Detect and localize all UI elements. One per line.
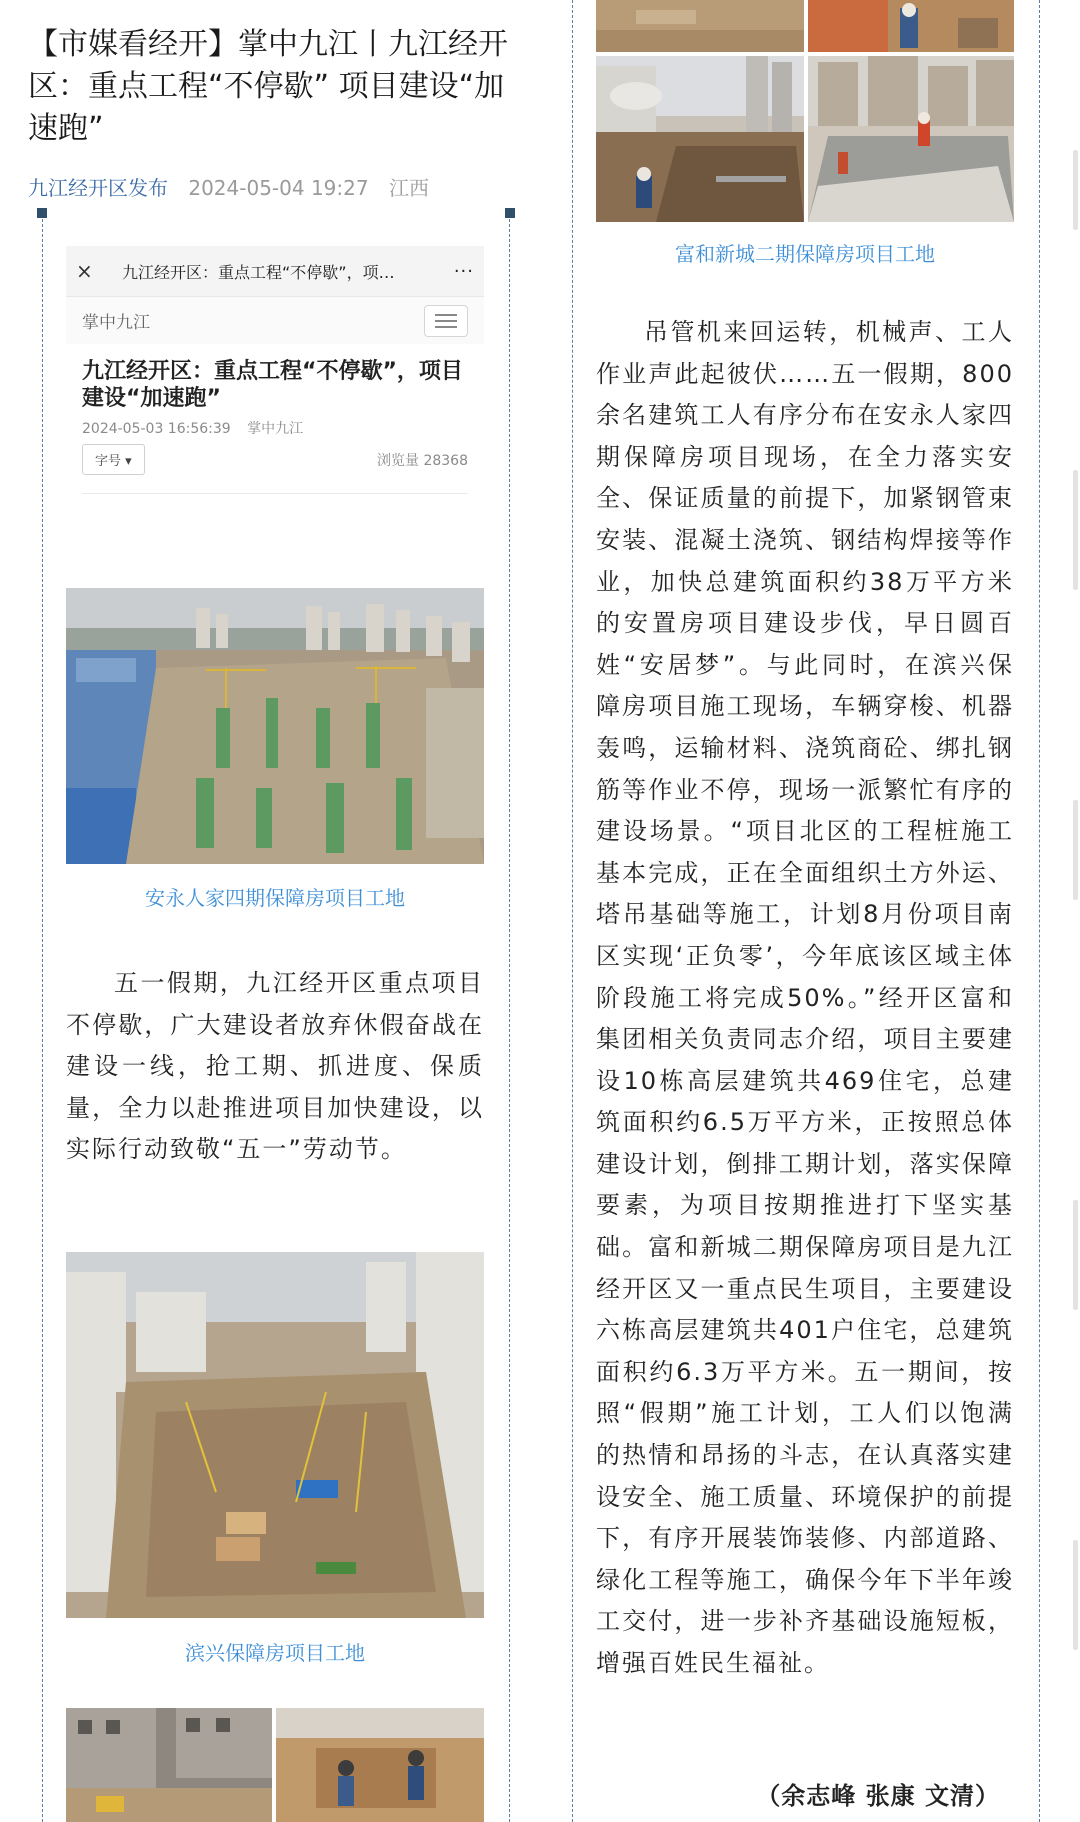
construction-site-photo bbox=[66, 588, 484, 864]
construction-site-photo bbox=[808, 56, 1014, 222]
embed-headline: 九江经开区：重点工程“不停歇”，项目建设“加速跑” bbox=[82, 359, 463, 411]
construction-site-photo bbox=[596, 56, 804, 222]
embed-article-header bbox=[66, 344, 484, 494]
embed-bar-title: 九江经开区：重点工程“不停歇”，项… bbox=[122, 262, 395, 282]
article-paragraph: 吊管机来回运转，机械声、工人作业声此起彼伏……五一假期，800余名建筑工人有序分布在安永人家四期保障房项目现场，在全力落实安全、保证质量的前提下，加紧钢管束安装、混凝土浇筑、钢结构焊接等作业，加快总建筑面积约38万平方米的安置房项目建设步伐，早日圆百姓“安居梦”。与此同时，在滨兴保障房项目施工现场，车辆穿梭、机器轰鸣，运输材料、浇筑商砼、绑扎钢筋等作业不停，现场一派繁忙有序的建设场景。“项目北区的工程桩施工基本完成，正在全面组织土方外运、塔吊基础等施工，计划8月份项目南区实现‘正负零’，今年底该区域主体阶段施工将完成50%。”经开区富和集团相关负责同志介绍，项目主要建设10栋高层建筑共469住宅，总建筑面积约6.5万平方米，正按照总体建设计划，倒排工期计划，落实保障要素，为项目按期推进打下坚实基础。富和新城二期保障房项目是九江经开区又一重点民生项目，主要建设六栋高层建筑共401户住宅，总建筑面积约6.3万平方米。五一期间，按照“假期”施工计划，工人们以饱满的热情和昂扬的斗志，在认真落实建设安全、施工质量、环境保护的前提下，有序开展装饰装修、内部道路、绿化工程等施工，确保今年下半年竣工交付，进一步补齐基础设施短板，增强百姓民生福祉。 bbox=[596, 318, 1014, 1677]
font-size-button[interactable]: 字号 ▾ bbox=[82, 444, 145, 475]
construction-site-photo bbox=[66, 1708, 272, 1822]
embed-date: 2024-05-03 16:56:39 bbox=[82, 421, 231, 437]
embed-site-header bbox=[66, 296, 484, 344]
construction-site-photo bbox=[66, 1252, 484, 1618]
embed-source: 掌中九江 bbox=[247, 421, 304, 437]
embedded-screenshot bbox=[66, 246, 484, 494]
frame-corner-marker bbox=[505, 208, 515, 218]
frame-corner-marker bbox=[37, 208, 47, 218]
construction-site-photo bbox=[596, 0, 804, 52]
embed-browser-bar bbox=[66, 246, 484, 296]
scroll-indicator bbox=[1073, 150, 1078, 230]
close-icon[interactable]: × bbox=[76, 259, 93, 283]
scroll-indicator bbox=[1073, 1200, 1078, 1310]
publish-date: 2024-05-04 19:27 bbox=[188, 176, 369, 200]
construction-site-photo bbox=[808, 0, 1014, 52]
more-icon[interactable]: ··· bbox=[453, 260, 474, 282]
scroll-indicator bbox=[1073, 1540, 1078, 1650]
publish-location: 江西 bbox=[388, 176, 429, 200]
article-paragraph: 五一假期，九江经开区重点项目不停歇，广大建设者放弃休假奋战在建设一线，抢工期、抓进度、保质量，全力以赴推进项目加快建设，以实际行动致敬“五一”劳动节。 bbox=[66, 969, 484, 1164]
hamburger-menu-icon[interactable] bbox=[424, 305, 468, 337]
view-count: 浏览量 28368 bbox=[377, 452, 468, 469]
author-link[interactable]: 九江经开区发布 bbox=[28, 176, 168, 200]
author-credit: （余志峰 张康 文清） bbox=[756, 1782, 1000, 1810]
photo-caption: 滨兴保障房项目工地 bbox=[185, 1641, 365, 1665]
scroll-indicator bbox=[1073, 800, 1078, 900]
scroll-indicator bbox=[1073, 470, 1078, 590]
embed-site-name: 掌中九江 bbox=[82, 313, 150, 333]
photo-caption: 安永人家四期保障房项目工地 bbox=[145, 886, 405, 910]
embed-article-info bbox=[82, 418, 468, 438]
article-meta bbox=[28, 172, 429, 201]
article-title: 【市媒看经开】掌中九江丨九江经开区：重点工程“不停歇” 项目建设“加速跑” bbox=[28, 27, 508, 146]
construction-site-photo bbox=[276, 1708, 484, 1822]
embed-tools-row bbox=[82, 444, 468, 494]
photo-caption: 富和新城二期保障房项目工地 bbox=[675, 242, 935, 266]
